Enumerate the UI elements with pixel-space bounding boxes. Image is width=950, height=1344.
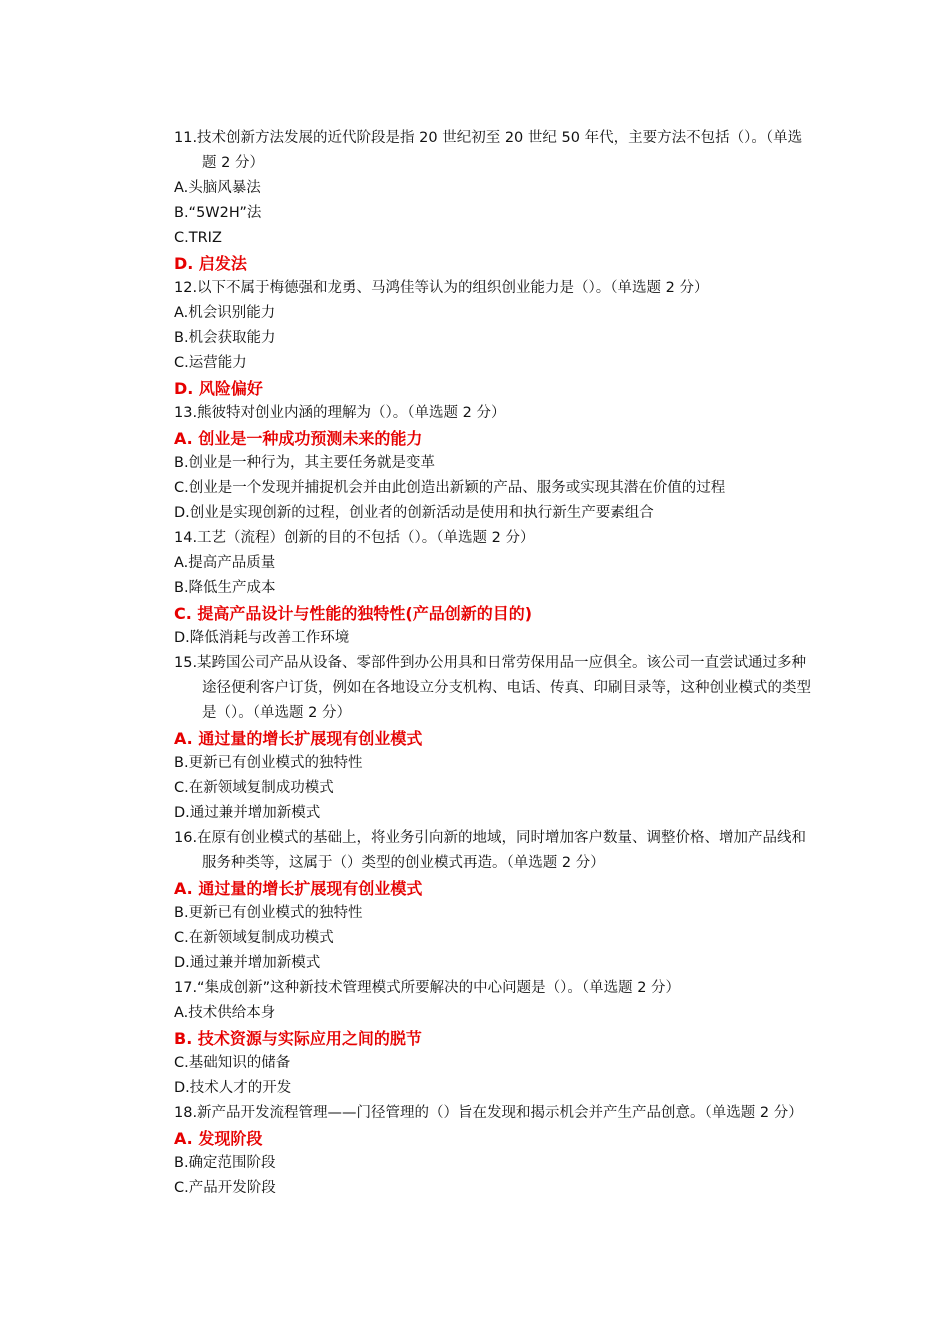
- option: A.提高产品质量: [174, 555, 276, 571]
- correct-option: A. 发现阶段: [174, 1129, 263, 1148]
- question-stem: 12.以下不属于梅德强和龙勇、马鸿佳等认为的组织创业能力是（）。（单选题 2 分）: [174, 280, 709, 296]
- option: D.技术人才的开发: [174, 1080, 292, 1096]
- correct-option: C. 提高产品设计与性能的独特性(产品创新的目的): [174, 604, 533, 623]
- option: D.通过兼并增加新模式: [174, 955, 321, 971]
- correct-option: D. 启发法: [174, 254, 247, 273]
- option: C.基础知识的储备: [174, 1055, 291, 1071]
- option: A.头脑风暴法: [174, 180, 261, 196]
- option: C.在新领域复制成功模式: [174, 930, 334, 946]
- correct-option: A. 创业是一种成功预测未来的能力: [174, 429, 423, 448]
- option: B.降低生产成本: [174, 580, 276, 596]
- option: D.降低消耗与改善工作环境: [174, 630, 350, 646]
- option: C.在新领域复制成功模式: [174, 780, 334, 796]
- option: B.更新已有创业模式的独特性: [174, 905, 363, 921]
- option: C.创业是一个发现并捕捉机会并由此创造出新颖的产品、服务或实现其潜在价值的过程: [174, 480, 726, 496]
- option: B.更新已有创业模式的独特性: [174, 755, 363, 771]
- option: A.机会识别能力: [174, 305, 276, 321]
- question-stem: 18.新产品开发流程管理——门径管理的（）旨在发现和揭示机会并产生产品创意。（单选题 2 分）: [174, 1105, 803, 1121]
- option: B.确定范围阶段: [174, 1155, 276, 1171]
- option: B.创业是一种行为，其主要任务就是变革: [174, 455, 436, 471]
- option: A.技术供给本身: [174, 1005, 276, 1021]
- question-stem: 16.在原有创业模式的基础上，将业务引向新的地域，同时增加客户数量、调整价格、增加产品线和服务种类等，这属于（）类型的创业模式再造。（单选题 2 分）: [174, 830, 807, 871]
- option: C.TRIZ: [174, 230, 222, 246]
- option: B.机会获取能力: [174, 330, 276, 346]
- option: B.“5W2H”法: [174, 205, 262, 221]
- question-stem: 11.技术创新方法发展的近代阶段是指 20 世纪初至 20 世纪 50 年代，主要方法不包括（）。（单选题 2 分）: [174, 130, 803, 171]
- correct-option: A. 通过量的增长扩展现有创业模式: [174, 879, 423, 898]
- question-stem: 14.工艺（流程）创新的目的不包括（）。（单选题 2 分）: [174, 530, 535, 546]
- option: D.创业是实现创新的过程，创业者的创新活动是使用和执行新生产要素组合: [174, 505, 654, 521]
- question-stem: 15.某跨国公司产品从设备、零部件到办公用具和日常劳保用品一应俱全。该公司一直尝试通过多种途径便利客户订货，例如在各地设立分支机构、电话、传真、印刷目录等，这种创业模式的类型是（）。（单选题 2 分）: [174, 655, 811, 721]
- question-list: [174, 126, 814, 1201]
- correct-option: D. 风险偏好: [174, 379, 263, 398]
- option: C.产品开发阶段: [174, 1180, 276, 1196]
- correct-option: B. 技术资源与实际应用之间的脱节: [174, 1029, 422, 1048]
- question-stem: 17.“集成创新”这种新技术管理模式所要解决的中心问题是（）。（单选题 2 分）: [174, 980, 681, 996]
- option: D.通过兼并增加新模式: [174, 805, 321, 821]
- option: C.运营能力: [174, 355, 247, 371]
- question-stem: 13.熊彼特对创业内涵的理解为（）。（单选题 2 分）: [174, 405, 506, 421]
- correct-option: A. 通过量的增长扩展现有创业模式: [174, 729, 423, 748]
